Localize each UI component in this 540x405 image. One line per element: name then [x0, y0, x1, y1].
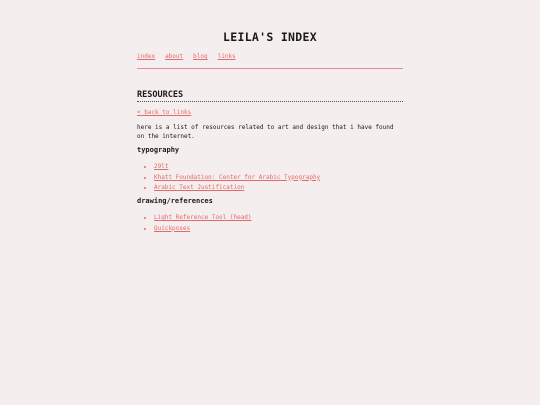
nav-link-blog[interactable]: blog	[193, 53, 208, 60]
list-item	[154, 183, 320, 194]
list-item	[154, 162, 320, 173]
nav-divider	[137, 68, 403, 69]
list-item	[154, 224, 252, 235]
list-item	[154, 213, 252, 224]
back-to-links-link[interactable]: < back to links	[137, 109, 192, 116]
resource-link-29lt[interactable]: 29lt	[154, 163, 169, 170]
typography-list	[144, 162, 320, 194]
main-nav	[137, 53, 236, 60]
nav-link-links[interactable]: links	[217, 53, 236, 60]
resource-link-quickposes[interactable]: Quickposes	[154, 224, 191, 232]
page-heading: RESOURCES	[137, 90, 184, 100]
resource-link-arabic-text-justification[interactable]: Arabic Text Justification	[154, 184, 245, 191]
intro-text: here is a list of resources related to art and design that i have found on the internet.	[137, 124, 394, 140]
section-heading-drawing-references: drawing/references	[137, 197, 213, 205]
resource-link-khatt-foundation[interactable]: Khatt Foundation: Center for Arabic Typography	[154, 173, 321, 181]
nav-link-index[interactable]: index	[137, 53, 156, 60]
list-item	[154, 173, 320, 184]
section-heading-typography: typography	[137, 146, 180, 154]
resource-link-light-reference-tool[interactable]: Light Reference Tool (head)	[154, 214, 252, 221]
drawing-references-list	[144, 213, 252, 234]
site-title: LEILA'S INDEX	[223, 30, 317, 44]
heading-divider	[137, 101, 403, 102]
nav-link-about[interactable]: about	[165, 53, 184, 60]
